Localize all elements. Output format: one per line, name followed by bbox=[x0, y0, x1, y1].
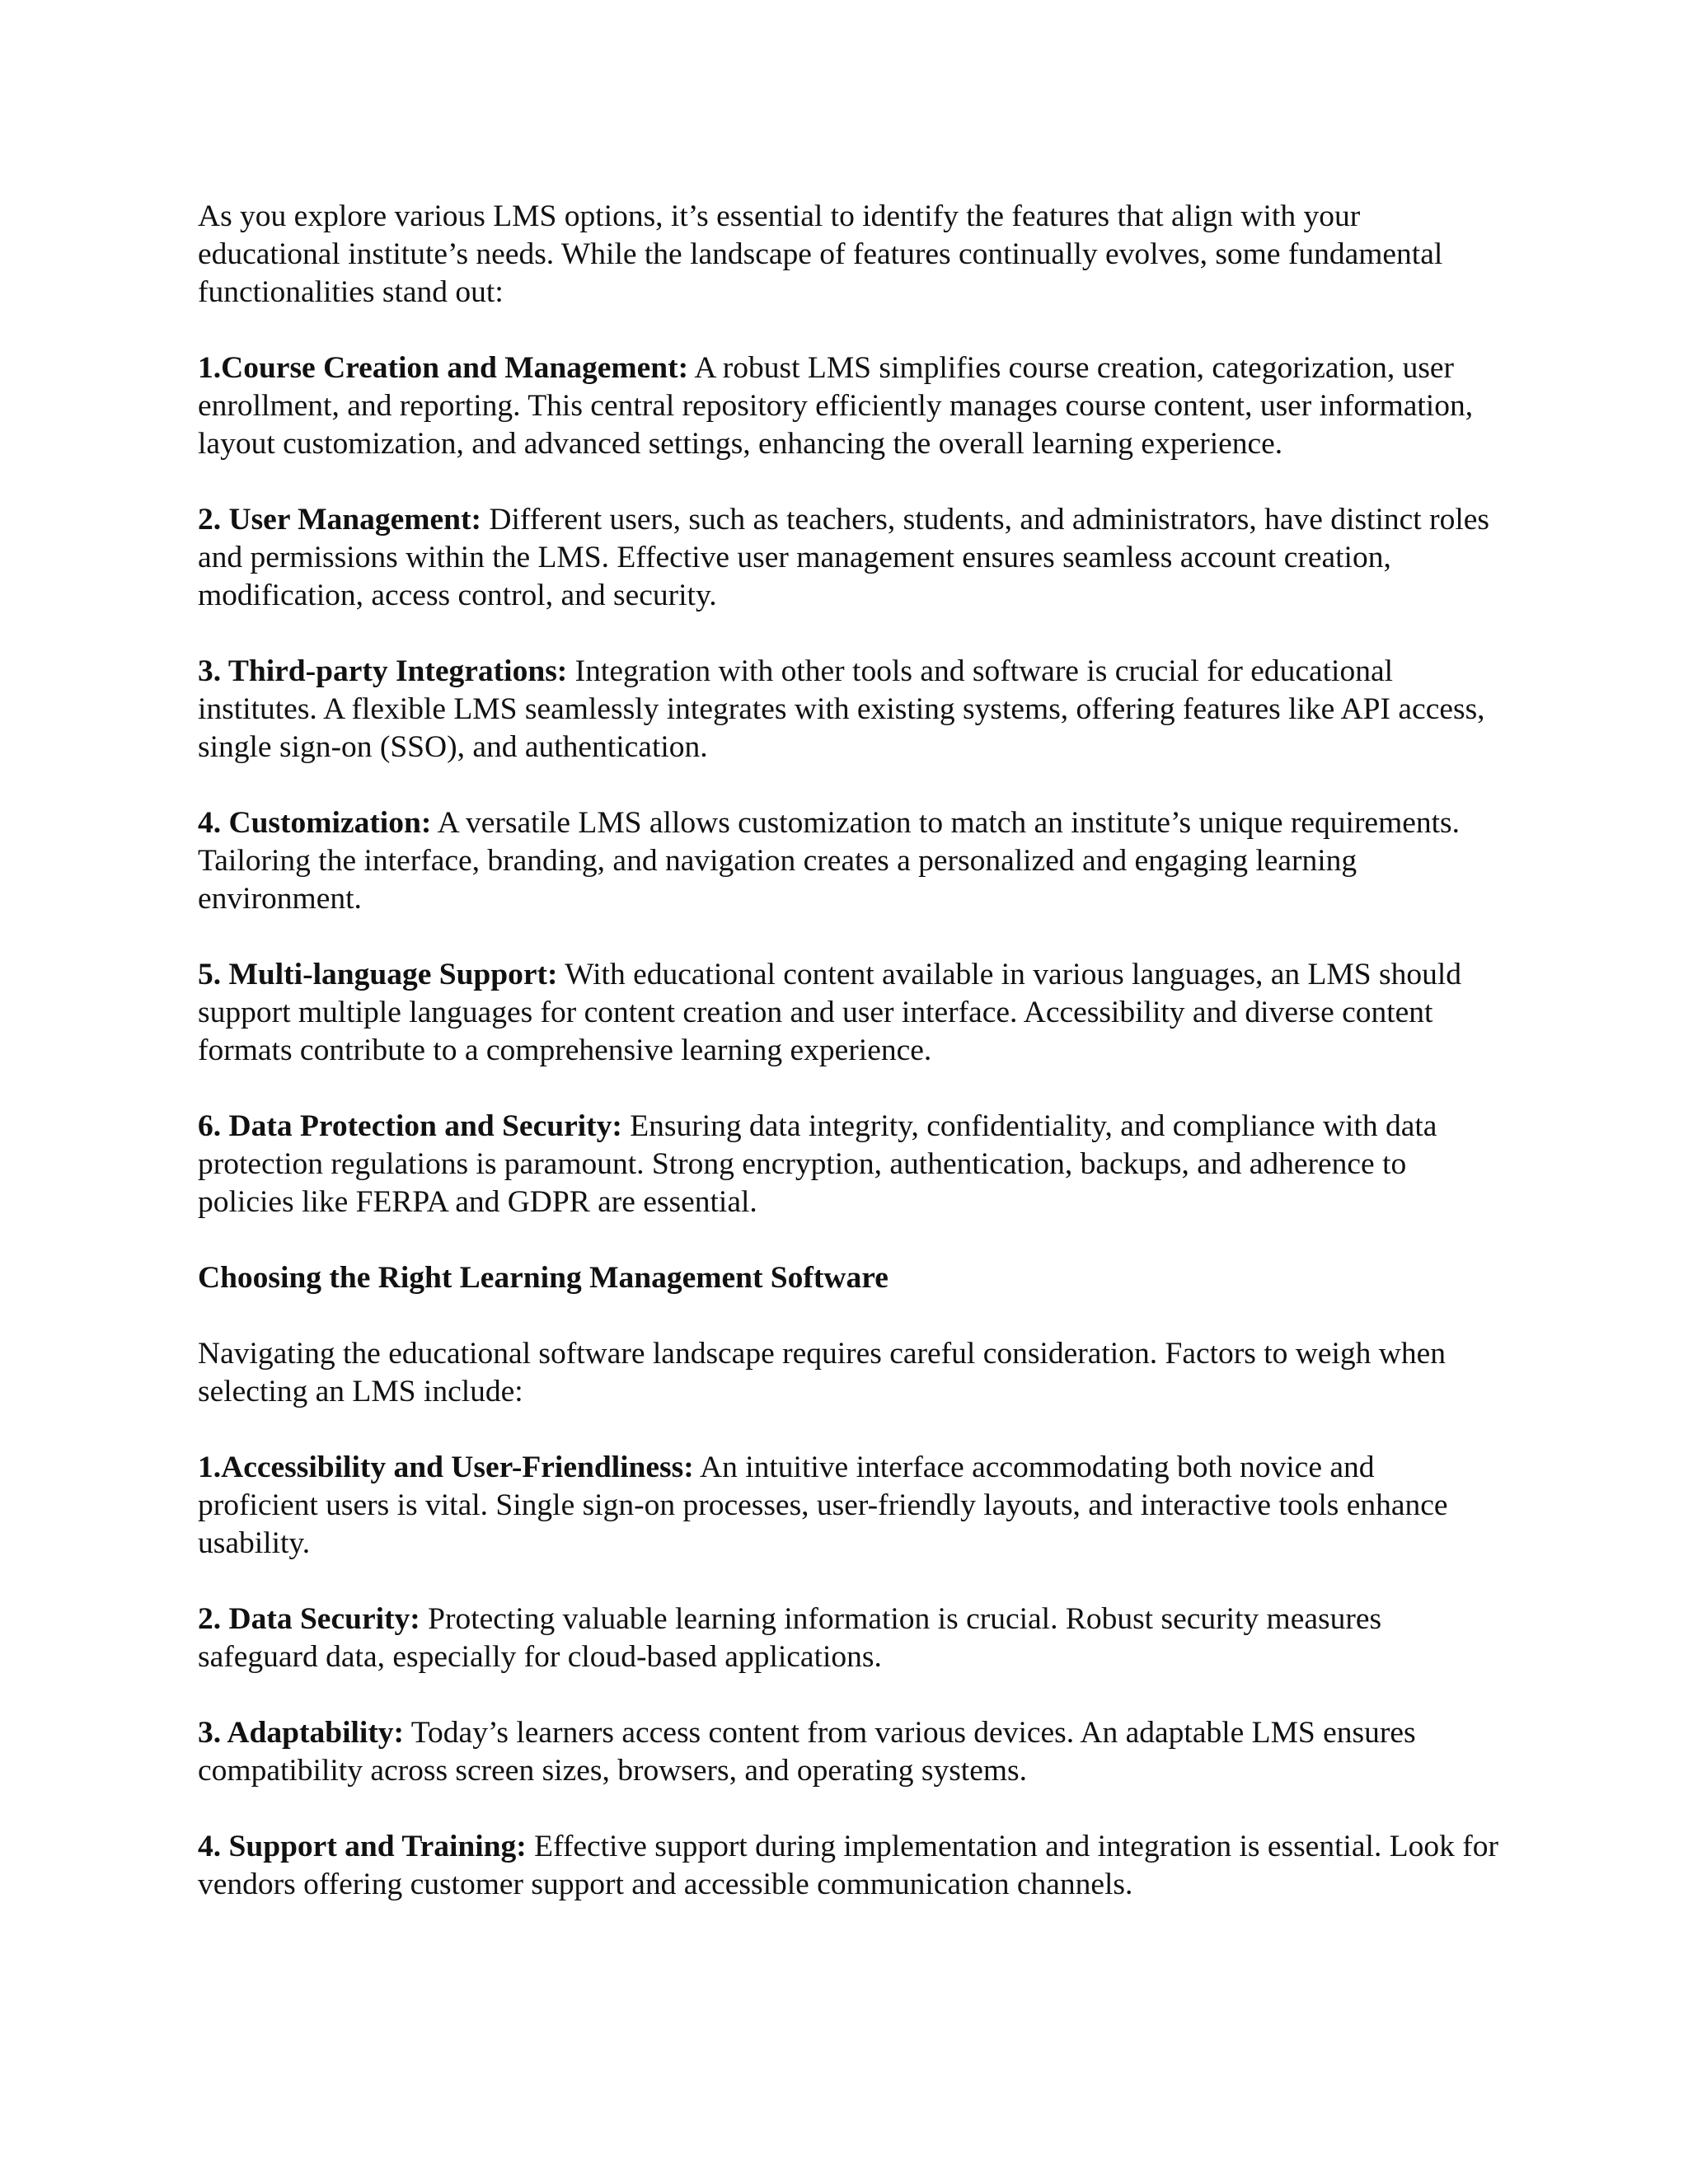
factor-title: 1.Accessibility and User-Friendliness: bbox=[198, 1451, 694, 1484]
factor-item-accessibility bbox=[198, 1449, 1500, 1563]
feature-title: 2. User Management: bbox=[198, 503, 482, 537]
factor-text: Protecting valuable learning information is crucial. Robust security measures safeguard data, especially for cloud-based applications. bbox=[198, 1602, 1382, 1674]
feature-text: Different users, such as teachers, students, and administrators, have distinct roles and permissions within the LMS. Effective user management ensures seamless account creation, modification, access control, and security. bbox=[198, 503, 1489, 612]
factor-item-data-security bbox=[198, 1601, 1500, 1676]
feature-title: 5. Multi-language Support: bbox=[198, 958, 558, 991]
feature-text: Integration with other tools and software is crucial for educational institutes. A flexible LMS seamlessly integrates with existing systems, offering features like API access, single sign-on (SSO), and authentication. bbox=[198, 654, 1485, 764]
feature-text: With educational content available in various languages, an LMS should support multiple languages for content creation and user interface. Accessibility and diverse content formats contribute to a comprehensive learning experience. bbox=[198, 958, 1462, 1067]
feature-item-user-management bbox=[198, 501, 1500, 615]
factor-item-adaptability bbox=[198, 1714, 1500, 1790]
factor-text: Today’s learners access content from various devices. An adaptable LMS ensures compatibility across screen sizes, browsers, and operating systems. bbox=[198, 1716, 1416, 1788]
feature-title: 1.Course Creation and Management: bbox=[198, 351, 689, 385]
feature-title: 4. Customization: bbox=[198, 806, 432, 840]
document-page bbox=[198, 198, 1500, 1942]
section-heading: Choosing the Right Learning Management Software bbox=[198, 1261, 889, 1295]
feature-item-multi-language bbox=[198, 956, 1500, 1070]
factor-text: An intuitive interface accommodating both novice and proficient users is vital. Single sign-on processes, user-friendly layouts, and interactive tools enhance usability. bbox=[198, 1451, 1448, 1560]
factor-text: Effective support during implementation and integration is essential. Look for vendors offering customer support and accessible communication channels. bbox=[198, 1830, 1498, 1901]
feature-item-customization bbox=[198, 804, 1500, 918]
feature-item-data-protection bbox=[198, 1108, 1500, 1221]
feature-item-third-party-integrations bbox=[198, 653, 1500, 766]
feature-title: 6. Data Protection and Security: bbox=[198, 1109, 622, 1143]
feature-text: A versatile LMS allows customization to match an institute’s unique requirements. Tailoring the interface, branding, and navigation creates a personalized and engaging learning environment. bbox=[198, 806, 1461, 916]
factor-title: 4. Support and Training: bbox=[198, 1830, 527, 1863]
feature-text: A robust LMS simplifies course creation, categorization, user enrollment, and reporting. This central repository efficiently manages course content, user information, layout customization, and advanced settings, enhancing the overall learning experience. bbox=[198, 351, 1474, 461]
feature-title: 3. Third-party Integrations: bbox=[198, 654, 568, 688]
section-intro-paragraph: Navigating the educational software landscape requires careful consideration. Factors to weigh when selecting an LMS include: bbox=[198, 1337, 1447, 1408]
factor-item-support-training bbox=[198, 1828, 1500, 1904]
intro-paragraph: As you explore various LMS options, it’s essential to identify the features that align with your educational institute’s needs. While the landscape of features continually evolves, some fundamental functionalities stand out: bbox=[198, 199, 1443, 309]
factor-title: 2. Data Security: bbox=[198, 1602, 420, 1636]
feature-text: Ensuring data integrity, confidentiality, and compliance with data protection regulations is paramount. Strong encryption, authentication, backups, and adherence to policies like FERPA and GDPR are essential. bbox=[198, 1109, 1437, 1219]
factor-title: 3. Adaptability: bbox=[198, 1716, 405, 1750]
feature-item-course-creation bbox=[198, 349, 1500, 463]
